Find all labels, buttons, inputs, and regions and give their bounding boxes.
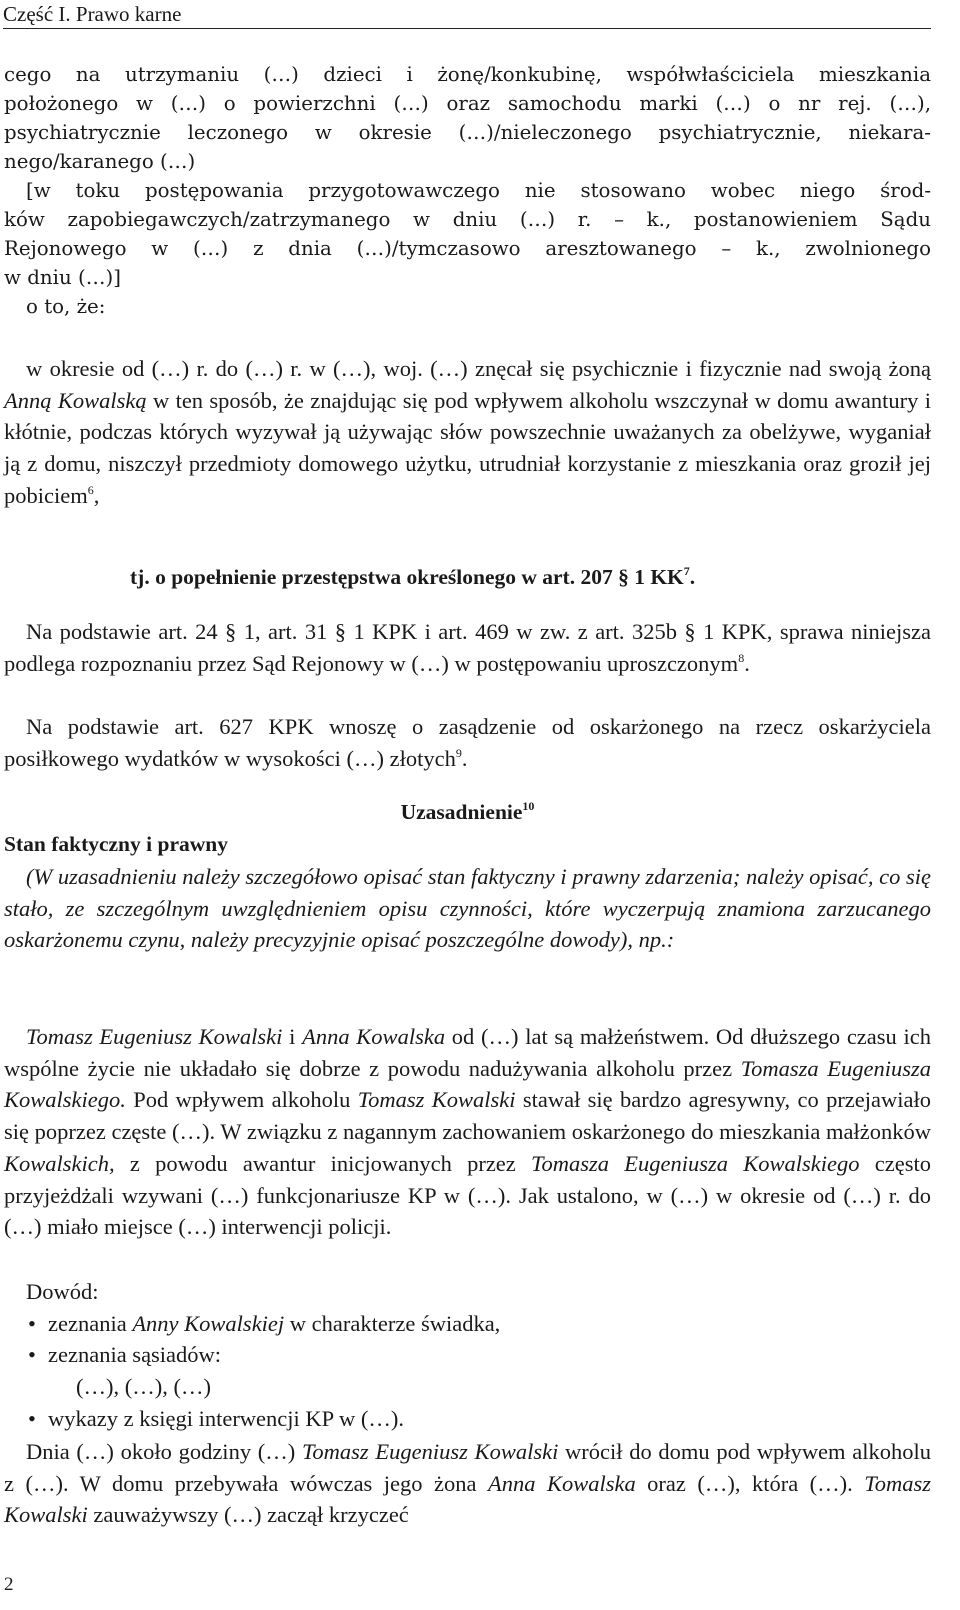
charge-paragraph (4, 353, 931, 512)
person-name: Kowalskich, (4, 1150, 115, 1176)
text-line: nego/karanego (…) (4, 150, 196, 173)
narrative-text: z powodu awantur inicjowanych przez (114, 1150, 532, 1176)
narrative-text: zauważywszy (…) zaczął krzyczeć (87, 1502, 409, 1528)
list-item: • wykazy z księgi interwencji KP w (…). (4, 1403, 931, 1435)
charge-text: w ten sposób, że znajdując się pod wpływem alkoholu wszczynał w domu awantury i kłótnie, podczas których wyzywał ją używając słów powszechnie uważanych za obelżywe, wyganiał ją z domu, niszczył przedmioty domowego użytku, utrudniał korzystanie z mieszkania oraz groził jej pobiciem (4, 387, 931, 508)
incident-paragraph (4, 1436, 931, 1531)
person-name: Anna Kowalska (302, 1024, 446, 1049)
punct: . (461, 745, 468, 771)
person-name: Tomasz Eugeniusz Kowalski (301, 1439, 559, 1464)
footnote-ref: 8 (738, 650, 745, 665)
footnote-ref: 7 (683, 564, 690, 578)
facts-heading: Stan faktyczny i prawny (4, 832, 228, 856)
victim-name: Anną Kowalską (4, 387, 147, 413)
facts-narrative (4, 1021, 931, 1243)
narrative-text: i (282, 1024, 303, 1049)
narrative-text: Dnia (…) około godziny (…) (26, 1439, 302, 1464)
list-item (4, 1308, 931, 1340)
running-header: Część I. Prawo karne (3, 0, 931, 29)
witness-list: (…), (…), (…) (76, 1374, 211, 1400)
person-name: Tomasza Eugeniusza Kowalskiego (531, 1150, 860, 1176)
person-name: Tomasz Kowalski (357, 1087, 516, 1113)
person-name: Anna Kowalska (487, 1470, 636, 1496)
procedure-basis (4, 616, 931, 679)
justification-title (4, 797, 931, 829)
instruction-paragraph: (W uzasadnieniu należy szczegółowo opisać stan faktyczny i prawny zdarzenia; należy opisać, co się stało, ze szczególnym uwzględnieniem opisu czynności, które wyczerpują znamiona zarzucanego oskarżonemu czynu, należy precyzyjnie opisać poszczególne dowody), np.: (4, 864, 931, 952)
person-name: Tomasz Kowalski (4, 1470, 931, 1528)
text-line: położonego w (…) o powierzchni (…) oraz samochodu marki (…) o nr rej. (…), (4, 92, 931, 115)
page-number: 2 (4, 1574, 14, 1595)
evidence-list (4, 1276, 931, 1435)
narrative-text: często przyjeżdżali wzywani (…) funkcjonariusze KP w (…). Jak ustalono, w (…) w okresie od (…) r. do (…) miało miejsce (…) interwencji policji. (4, 1150, 931, 1240)
item-text: w charakterze świadka, (284, 1310, 501, 1336)
charge-text: w okresie od (…) r. do (…) r. w (…), woj. (…) znęcał się psychicznie i fizycznie nad swoją żoną (26, 356, 931, 381)
legal-qualification (4, 562, 960, 594)
text-line: [w toku postępowania przygotowawczego nie stosowano wobec niego środ- (26, 179, 931, 202)
text-line: o to, że: (26, 295, 106, 318)
footnote-ref: 6 (87, 482, 94, 497)
evidence-label: Dowód: (26, 1279, 99, 1304)
footnote-ref: 9 (455, 745, 462, 760)
narrative-text: wrócił do domu pod wpływem alkoholu z (…). W domu przebywała wówczas jego żona (4, 1439, 931, 1496)
narrative-text: oraz (…), która (…). (635, 1470, 865, 1496)
basis-text: Na podstawie art. 24 § 1, art. 31 § 1 KPK i art. 469 w zw. z art. 325b § 1 KPK, sprawa niniejsza podlega rozpoznaniu przez Sąd Rejonowy w (…) w postępowaniu uproszczonym (4, 619, 931, 676)
item-text: zeznania (48, 1310, 133, 1336)
punct: , (93, 482, 100, 508)
narrative-text: Pod wpływem alkoholu (125, 1087, 358, 1113)
text-line: w dniu (…)] (4, 266, 121, 289)
person-name: Anny Kowalskiej (132, 1310, 285, 1336)
narrative-text: stawał się bardzo agresywny, co przejawiało się poprzez częste (…). W związku z nagannym zachowaniem oskarżonego do mieszkania małżonków (4, 1087, 932, 1145)
costs-motion (4, 711, 931, 774)
narrative-text: od (…) lat są małżeństwem. Od dłuższego czasu ich wspólne życie nie układało się dobrze z powodu nadużywania alkoholu przez (4, 1024, 931, 1081)
motion-text: Na podstawie art. 627 KPK wnoszę o zasądzenie od oskarżonego na rzecz oskarżyciela posiłkowego wydatków w wysokości (…) złotych (4, 714, 931, 771)
defendant-details (4, 60, 931, 321)
justification-label: Uzasadnienie (400, 800, 523, 824)
list-item: • zeznania sąsiadów: (4, 1339, 931, 1371)
text-line: psychiatrycznie leczonego w okresie (…)/nieleczonego psychiatrycznie, niekara- (4, 121, 931, 144)
text-line: Rejonowego w (…) z dnia (…)/tymczasowo aresztowanego – k., zwolnionego (4, 237, 931, 260)
person-name: Tomasza Eugeniusza Kowalskiego. (4, 1055, 932, 1113)
person-name: Tomasz Eugeniusz Kowalski (26, 1024, 283, 1049)
text-line: ków zapobiegawczych/zatrzymanego w dniu (…) r. – k., postanowieniem Sądu (4, 208, 931, 231)
footnote-ref: 10 (522, 799, 535, 813)
punct: . (689, 565, 696, 589)
qualification-text: tj. o popełnienie przestępstwa określonego w art. 207 § 1 KK (130, 565, 684, 589)
text-line: cego na utrzymaniu (…) dzieci i żonę/konkubinę, współwłaściciela mieszkania (4, 63, 931, 86)
punct: . (744, 650, 750, 676)
